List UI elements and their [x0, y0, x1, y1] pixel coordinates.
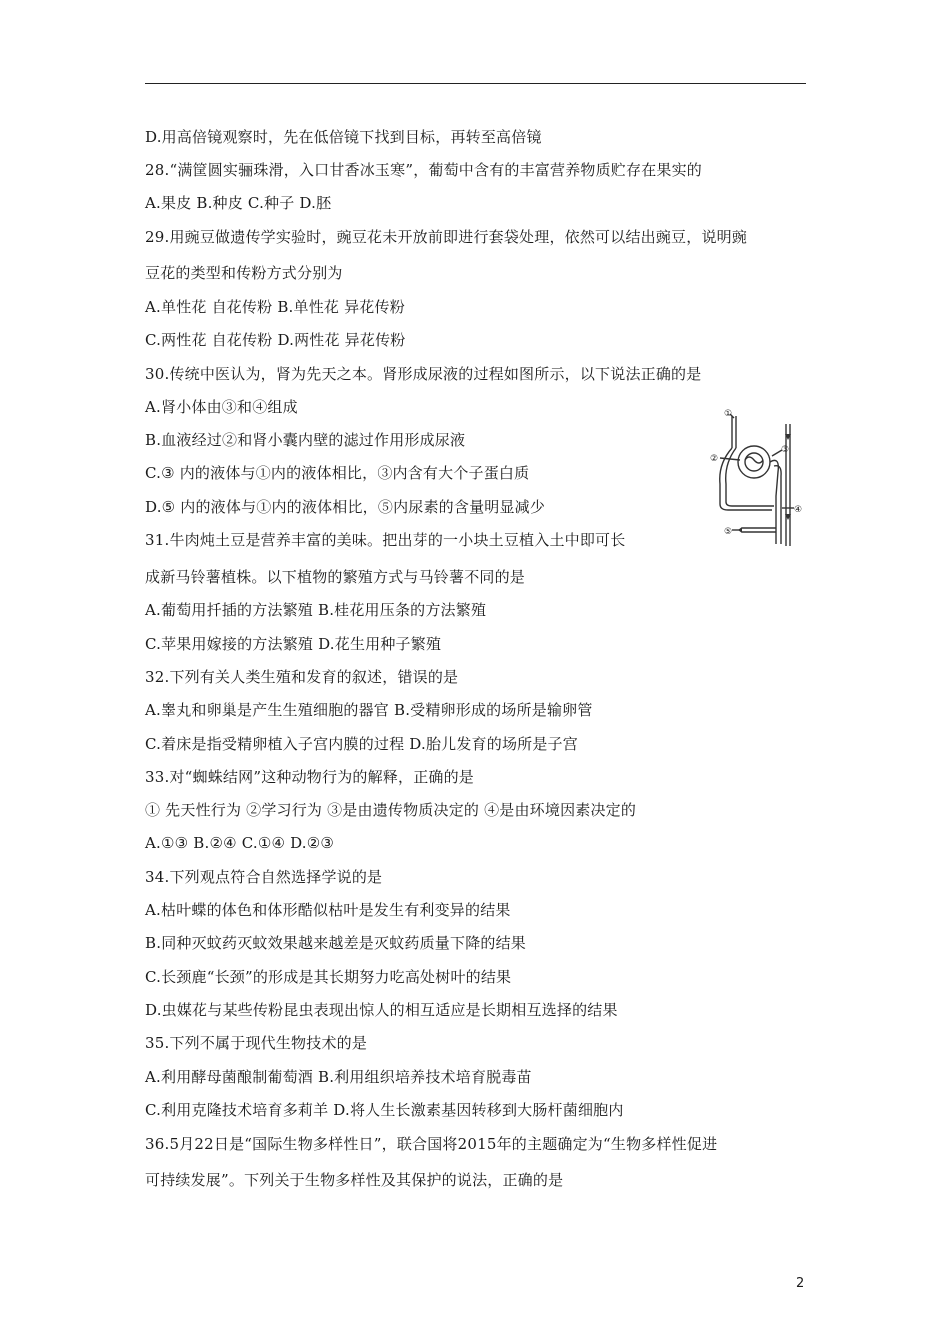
question-32: 32.下列有关人类生殖和发育的叙述，错误的是: [145, 668, 459, 686]
nephron-diagram: [702, 404, 806, 554]
option-34-c: C.长颈鹿“长颈”的形成是其长期努力吃高处树叶的结果: [145, 968, 512, 986]
figure-label-3: ③: [781, 445, 790, 455]
figure-label-5: ⑤: [724, 527, 733, 537]
figure-label-4: ④: [794, 505, 803, 515]
figure-label-1: ①: [724, 409, 733, 419]
question-31: 31.牛肉炖土豆是营养丰富的美味。把出芽的一小块土豆植入土中即可长: [145, 531, 626, 549]
figure-label-2: ②: [710, 454, 719, 464]
question-28: 28.“满筐圆实骊珠滑，入口甘香冰玉寒”，葡萄中含有的丰富营养物质贮存在果实的: [145, 161, 702, 179]
options-33: A.①③ B.②④ C.①④ D.②③: [145, 834, 335, 852]
options-32-cd: C.着床是指受精卵植入子宫内膜的过程 D.胎儿发育的场所是子宫: [145, 735, 578, 753]
question-30: 30.传统中医认为，肾为先天之本。肾形成尿液的过程如图所示，以下说法正确的是: [145, 365, 702, 383]
option-30-c: C.③ 内的液体与①内的液体相比，③内含有大个子蛋白质: [145, 464, 530, 482]
statements-33: ① 先天性行为 ②学习行为 ③是由遗传物质决定的 ④是由环境因素决定的: [145, 801, 637, 819]
question-34: 34.下列观点符合自然选择学说的是: [145, 868, 383, 886]
text-line: 成新马铃薯植株。以下植物的繁殖方式与马铃薯不同的是: [145, 568, 526, 586]
question-33: 33.对“蜘蛛结网”这种动物行为的解释，正确的是: [145, 768, 474, 786]
options-29-cd: C.两性花 自花传粉 D.两性花 异花传粉: [145, 331, 406, 349]
question-29: 29.用豌豆做遗传学实验时，豌豆花未开放前即进行套袋处理，依然可以结出豌豆，说明豌: [145, 228, 748, 246]
text-line: D.用高倍镜观察时，先在低倍镜下找到目标，再转至高倍镜: [145, 128, 542, 146]
options-31-ab: A.葡萄用扦插的方法繁殖 B.桂花用压条的方法繁殖: [145, 601, 487, 619]
option-30-a: A.肾小体由③和④组成: [145, 398, 298, 416]
options-35-ab: A.利用酵母菌酿制葡萄酒 B.利用组织培养技术培育脱毒苗: [145, 1068, 532, 1086]
question-35: 35.下列不属于现代生物技术的是: [145, 1034, 368, 1052]
options-35-cd: C.利用克隆技术培育多莉羊 D.将人生长激素基因转移到大肠杆菌细胞内: [145, 1101, 624, 1119]
option-34-d: D.虫媒花与某些传粉昆虫表现出惊人的相互适应是长期相互选择的结果: [145, 1001, 618, 1019]
option-30-d: D.⑤ 内的液体与①内的液体相比，⑤内尿素的含量明显减少: [145, 498, 546, 516]
question-36: 36.5月22日是“国际生物多样性日”，联合国将2015年的主题确定为“生物多样性促进: [145, 1135, 718, 1153]
text-line: 豆花的类型和传粉方式分别为: [145, 264, 343, 282]
text-line: 可持续发展”。下列关于生物多样性及其保护的说法，正确的是: [145, 1171, 564, 1189]
options-29-ab: A.单性花 自花传粉 B.单性花 异花传粉: [145, 298, 405, 316]
header-rule: [145, 83, 806, 84]
options-28: A.果皮 B.种皮 C.种子 D.胚: [145, 194, 332, 212]
page-number: 2: [796, 1276, 805, 1291]
option-34-a: A.枯叶蝶的体色和体形酷似枯叶是发生有利变异的结果: [145, 901, 511, 919]
option-30-b: B.血液经过②和肾小囊内壁的滤过作用形成尿液: [145, 431, 466, 449]
options-31-cd: C.苹果用嫁接的方法繁殖 D.花生用种子繁殖: [145, 635, 442, 653]
options-32-ab: A.睾丸和卵巢是产生生殖细胞的器官 B.受精卵形成的场所是输卵管: [145, 701, 593, 719]
option-34-b: B.同种灭蚊药灭蚊效果越来越差是灭蚊药质量下降的结果: [145, 934, 526, 952]
